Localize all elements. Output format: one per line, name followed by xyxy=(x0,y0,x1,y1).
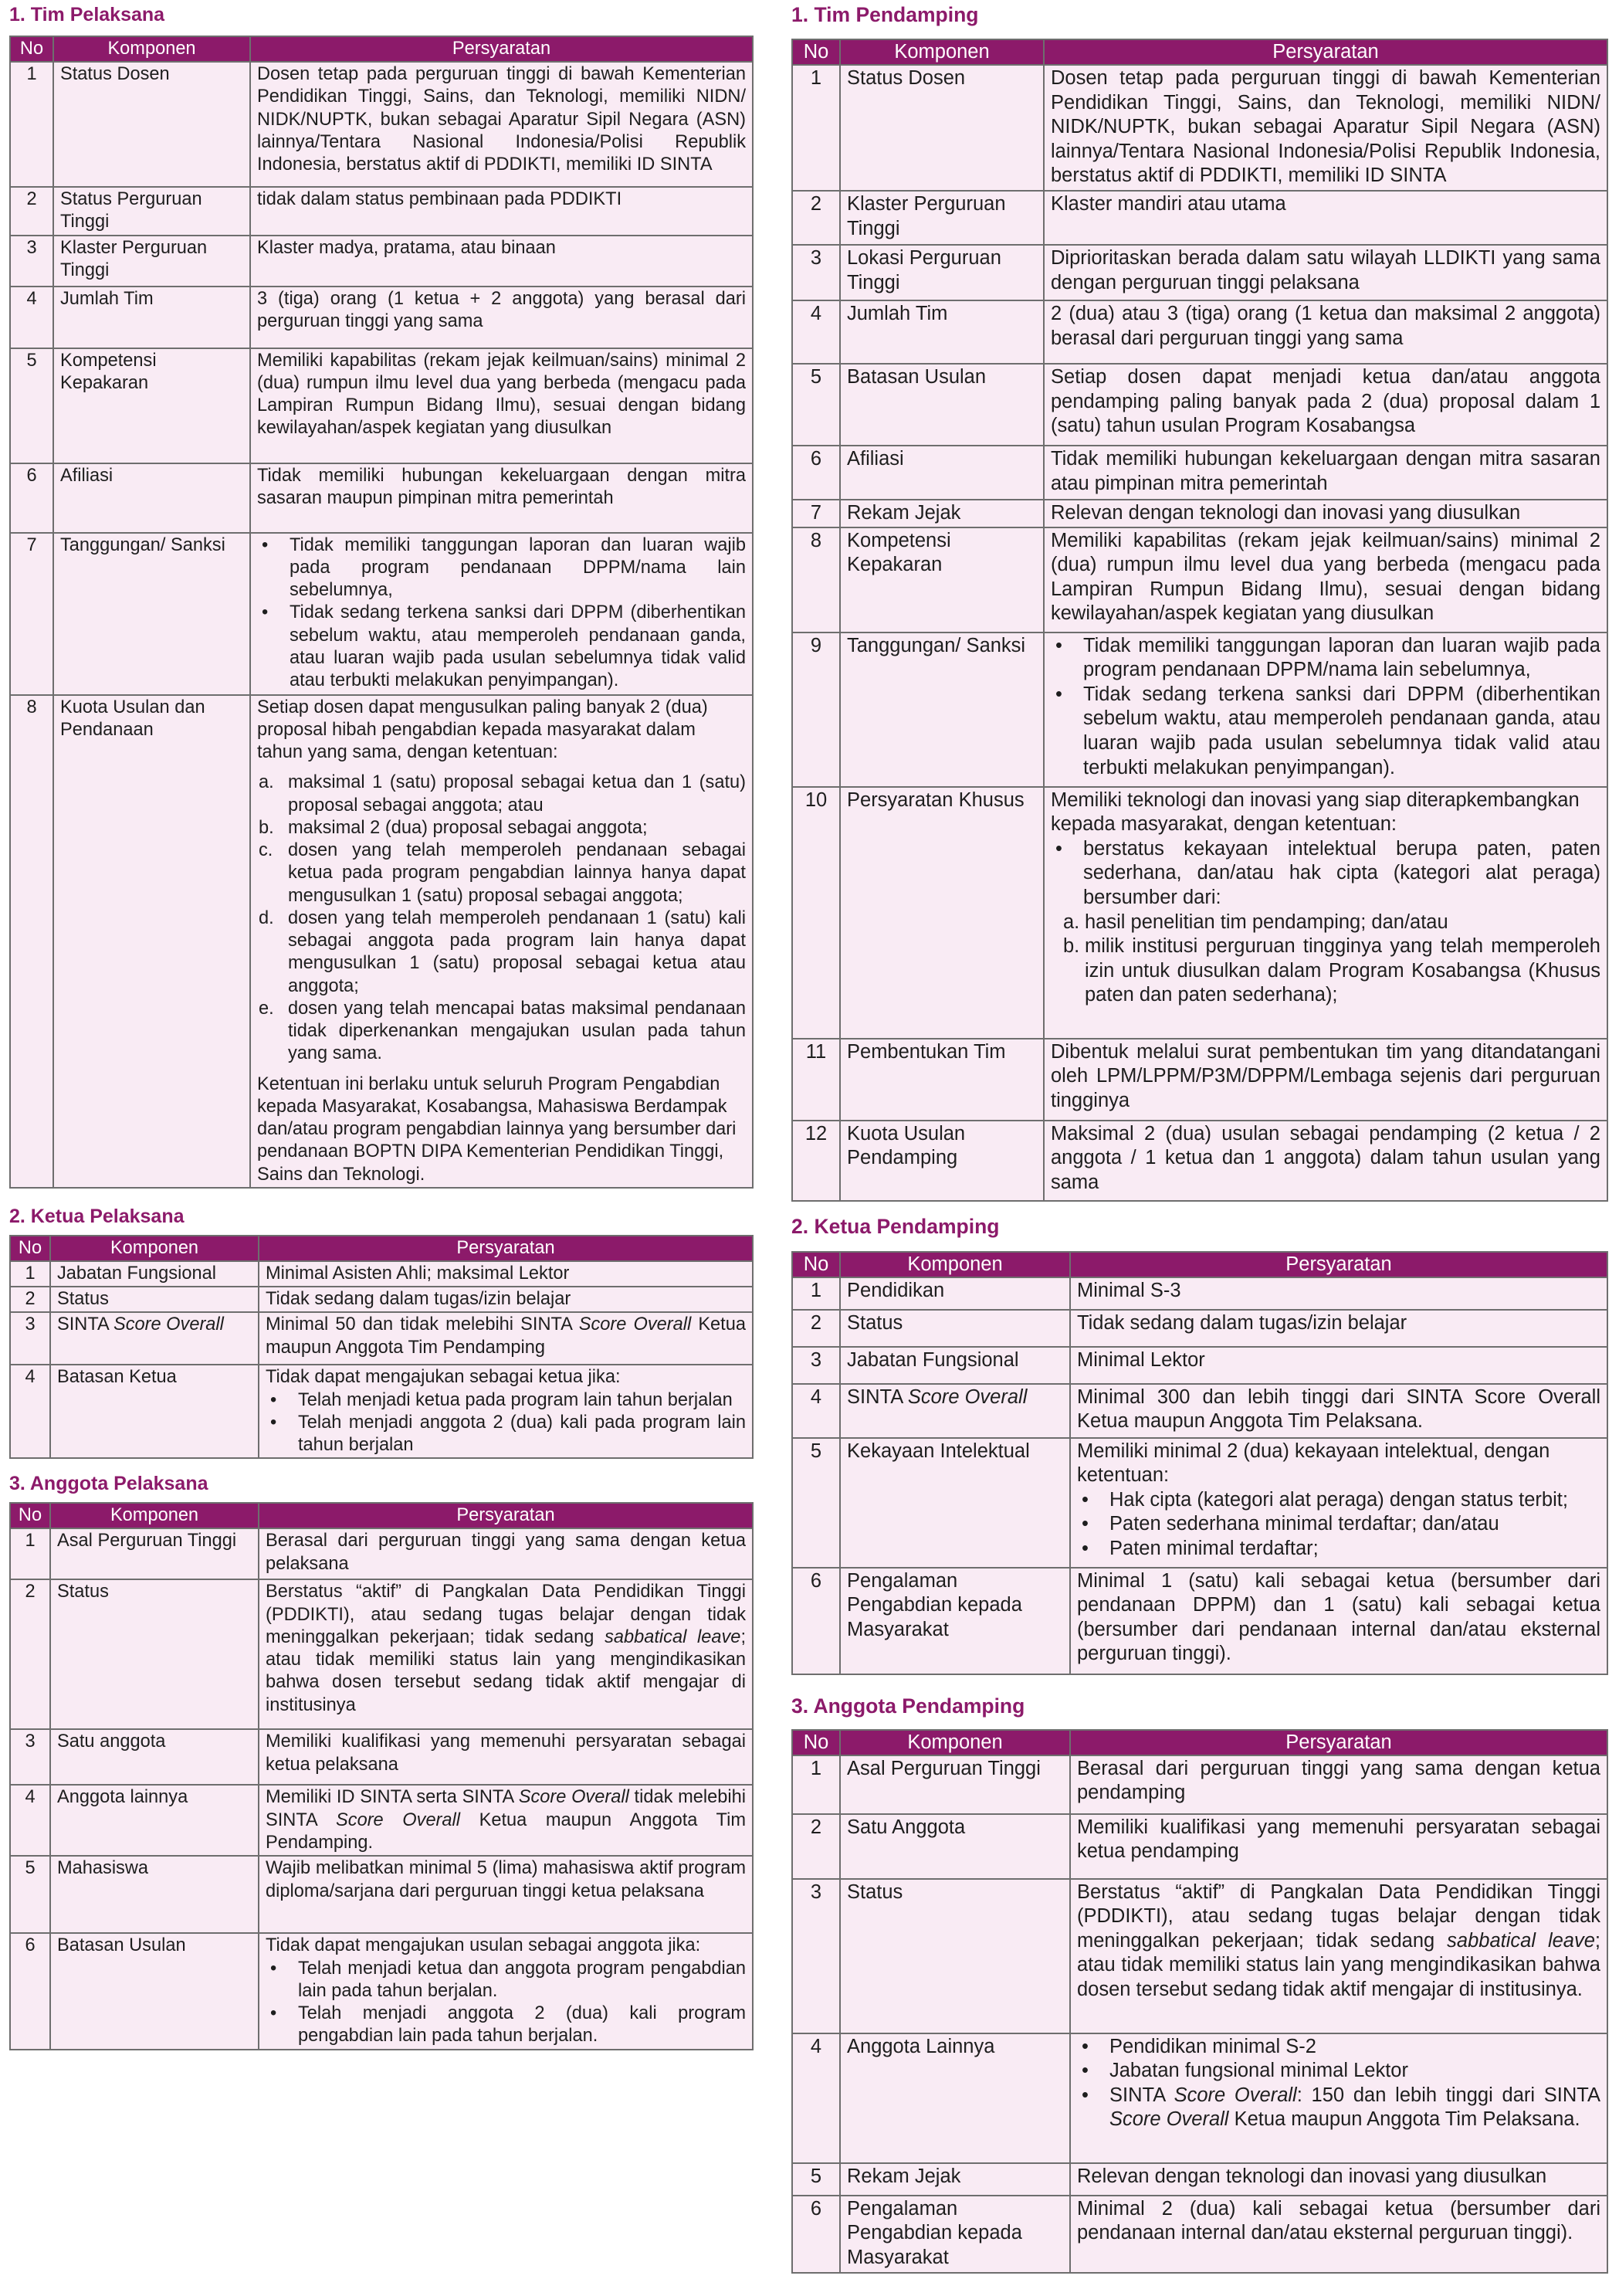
row-no: 2 xyxy=(792,191,840,245)
row-persyaratan: Minimal S-3 xyxy=(1070,1277,1607,1310)
table-row xyxy=(792,364,1607,446)
row-persyaratan: Berasal dari perguruan tinggi yang sama dengan ketua pelaksana xyxy=(259,1528,753,1579)
list-item: • Telah menjadi anggota 2 (dua) kali program pengabdian lain pada tahun berjalan. xyxy=(266,2003,746,2048)
list-item: • Tidak sedang terkena sanksi dari DPPM (diberhentikan sebelum waktu, atau memperoleh pendanaan ganda, atau luaran wajib pada usulan sebelumnya tidak valid atau terbukti melakukan penyimpangan). xyxy=(1051,683,1600,780)
list-item: • Jabatan fungsional minimal Lektor xyxy=(1077,2059,1600,2084)
row-no: 5 xyxy=(10,1856,50,1933)
row-persyaratan: Maksimal 2 (dua) usulan sebagai pendamping (2 ketua / 2 anggota / 1 ketua dan 1 anggota) dalam tahun usulan yang sama xyxy=(1044,1121,1607,1201)
row-komponen: Satu anggota xyxy=(50,1729,259,1785)
row-persyaratan: Klaster madya, pratama, atau binaan xyxy=(250,236,753,287)
row-persyaratan xyxy=(250,533,753,695)
row-persyaratan: Minimal 2 (dua) kali sebagai ketua (bersumber dari pendanaan internal dan/atau eksternal perguruan tinggi). xyxy=(1070,2196,1607,2273)
row-persyaratan: Berasal dari perguruan tinggi yang sama dengan ketua pendamping xyxy=(1070,1755,1607,1814)
row-persyaratan: Relevan dengan teknologi dan inovasi yang diusulkan xyxy=(1070,2163,1607,2196)
table-ketua-pelaksana xyxy=(9,1235,754,1460)
row-persyaratan: Tidak memiliki hubungan kekeluargaan dengan mitra sasaran atau pimpinan mitra pemerintah xyxy=(1044,446,1607,500)
list-item: d. dosen yang telah memperoleh pendanaan 1 (satu) kali sebagai anggota pada program lain hanya dapat mengusulkan 1 (satu) proposal sebagai ketua atau anggota; xyxy=(259,907,746,996)
row-komponen: Anggota lainnya xyxy=(50,1785,259,1856)
req-intro: Tidak dapat mengajukan sebagai ketua jika: xyxy=(266,1367,621,1388)
row-komponen: Batasan Usulan xyxy=(50,1933,259,2049)
row-no: 2 xyxy=(10,1287,50,1312)
section-title-anggota-pendamping: 3. Anggota Pendamping xyxy=(791,1694,1025,1718)
row-persyaratan: 3 (tiga) orang (1 ketua + 2 anggota) yang berasal dari perguruan tinggi yang sama xyxy=(250,287,753,348)
table-row xyxy=(792,1438,1607,1568)
table-row xyxy=(792,65,1607,191)
row-komponen: Klaster Perguruan Tinggi xyxy=(53,236,250,287)
row-no: 5 xyxy=(792,2163,840,2196)
table-tim-pendamping xyxy=(791,39,1608,1202)
list-item: • Tidak sedang terkena sanksi dari DPPM (diberhentikan sebelum waktu, atau memperoleh pendanaan ganda, atau luaran wajib pada usulan sebelumnya tidak valid atau terbukti melakukan penyimpangan). xyxy=(257,602,746,692)
table-ketua-pendamping xyxy=(791,1251,1608,1675)
row-no: 8 xyxy=(10,695,53,1188)
row-persyaratan: tidak dalam status pembinaan pada PDDIKTI xyxy=(250,187,753,236)
table-row xyxy=(792,1814,1607,1879)
row-no: 1 xyxy=(792,1277,840,1310)
row-no: 3 xyxy=(10,1312,50,1365)
row-komponen: Rekam Jejak xyxy=(840,2163,1070,2196)
list-item: a. maksimal 1 (satu) proposal sebagai ketua dan 1 (satu) proposal sebagai anggota; atau xyxy=(259,772,746,816)
req-outro: Ketentuan ini berlaku untuk seluruh Program Pengabdian kepada Masyarakat, Kosabangsa, Mahasiswa Berdampak dan/atau program pengabdian lainnya yang bersumber dari pendanaan BOPTN DIPA Kementerian Pendidikan Tinggi, Sains dan Teknologi. xyxy=(257,1073,737,1185)
list-item: • Paten sederhana minimal terdaftar; dan/atau xyxy=(1077,1512,1600,1537)
table-row xyxy=(10,463,753,533)
row-no: 7 xyxy=(792,500,840,527)
row-persyaratan: Tidak sedang dalam tugas/izin belajar xyxy=(259,1287,753,1312)
row-komponen: Tanggungan/ Sanksi xyxy=(53,533,250,695)
row-persyaratan: Minimal 300 dan lebih tinggi dari SINTA Score Overall Ketua maupun Anggota Tim Pelaksana. xyxy=(1070,1384,1607,1438)
req-intro: Tidak dapat mengajukan usulan sebagai anggota jika: xyxy=(266,1935,701,1956)
table-row xyxy=(792,2196,1607,2273)
row-komponen: Mahasiswa xyxy=(50,1856,259,1933)
row-persyaratan: Dibentuk melalui surat pembentukan tim yang ditandatangani oleh LPM/LPPM/P3M/DPPM/Lembaga sejenis dari perguruan tingginya xyxy=(1044,1039,1607,1121)
header-persyaratan: Persyaratan xyxy=(259,1236,753,1261)
row-no: 6 xyxy=(10,463,53,533)
row-komponen: Anggota Lainnya xyxy=(840,2033,1070,2163)
row-persyaratan: 2 (dua) atau 3 (tiga) orang (1 ketua dan maksimal 2 anggota) berasal dari perguruan tinggi yang sama xyxy=(1044,300,1607,364)
row-no: 4 xyxy=(10,1785,50,1856)
row-no: 7 xyxy=(10,533,53,695)
row-komponen: Kuota Usulan dan Pendanaan xyxy=(53,695,250,1188)
row-no: 1 xyxy=(10,1261,50,1287)
row-persyaratan: Memiliki ID SINTA serta SINTA Score Overall tidak melebihi SINTA Score Overall Ketua maupun Anggota Tim Pendamping. xyxy=(259,1785,753,1856)
list-item: • berstatus kekayaan intelektual berupa paten, paten sederhana, dan/atau hak cipta (kategori alat peraga) bersumber dari: xyxy=(1051,837,1600,911)
list-item: e. dosen yang telah mencapai batas maksimal pendanaan tidak diperkenankan mengajukan usulan pada tahun yang sama. xyxy=(259,998,746,1064)
row-no: 1 xyxy=(792,65,840,191)
row-no: 4 xyxy=(10,1365,50,1458)
row-persyaratan xyxy=(1044,787,1607,1039)
header-persyaratan: Persyaratan xyxy=(259,1503,753,1528)
row-persyaratan: Setiap dosen dapat menjadi ketua dan/atau anggota pendamping paling banyak pada 2 (dua) proposal dalam 1 (satu) tahun usulan Program Kosabangsa xyxy=(1044,364,1607,446)
table-row xyxy=(10,348,753,463)
row-komponen: Pendidikan xyxy=(840,1277,1070,1310)
row-persyaratan: Memiliki kualifikasi yang memenuhi persyaratan sebagai ketua pelaksana xyxy=(259,1729,753,1785)
row-persyaratan: Minimal 1 (satu) kali sebagai ketua (bersumber dari pendanaan DPPM) dan 1 (satu) kali sebagai ketua (bersumber dari pendanaan internal dan/atau eksternal perguruan tinggi). xyxy=(1070,1568,1607,1674)
table-header xyxy=(792,1252,1607,1277)
list-item: • Pendidikan minimal S-2 xyxy=(1077,2035,1600,2060)
row-no: 2 xyxy=(10,1579,50,1729)
header-no: No xyxy=(10,1503,50,1528)
table-row xyxy=(10,1528,753,1579)
row-persyaratan: Relevan dengan teknologi dan inovasi yang diusulkan xyxy=(1044,500,1607,527)
row-persyaratan: Dosen tetap pada perguruan tinggi di bawah Kementerian Pendidikan Tinggi, Sains, dan Teknologi, memiliki NIDN/ NIDK/NUPTK, bukan sebagai Aparatur Sipil Negara (ASN) lainnya/Tentara Nasional Indonesia/Polisi Republik Indonesia, berstatus aktif di PDDIKTI, memiliki ID SINTA xyxy=(1044,65,1607,191)
table-row xyxy=(792,527,1607,633)
row-persyaratan: Wajib melibatkan minimal 5 (lima) mahasiswa aktif program diploma/sarjana dari perguruan tinggi ketua pelaksana xyxy=(259,1856,753,1933)
row-komponen: Pembentukan Tim xyxy=(840,1039,1044,1121)
table-row xyxy=(10,533,753,695)
row-komponen: SINTA Score Overall xyxy=(840,1384,1070,1438)
table-row xyxy=(10,1261,753,1287)
row-no: 5 xyxy=(10,348,53,463)
table-row xyxy=(792,1039,1607,1121)
row-persyaratan: Tidak memiliki hubungan kekeluargaan dengan mitra sasaran maupun pimpinan mitra pemerintah xyxy=(250,463,753,533)
header-komponen: Komponen xyxy=(840,1730,1070,1755)
list-item: b. maksimal 2 (dua) proposal sebagai anggota; xyxy=(259,817,648,838)
table-row xyxy=(10,1312,753,1365)
header-no: No xyxy=(10,36,53,62)
row-no: 4 xyxy=(10,287,53,348)
row-komponen: Satu Anggota xyxy=(840,1814,1070,1879)
list-item: • Telah menjadi ketua pada program lain tahun berjalan xyxy=(266,1389,746,1412)
row-persyaratan: Berstatus “aktif” di Pangkalan Data Pendidikan Tinggi (PDDIKTI), atau sedang tugas belajar dengan tidak meninggalkan pekerjaan; tidak sedang sabbatical leave; atau tidak memiliki status lain yang mengindikasikan bahwa dosen tersebut sedang tidak aktif mengajar di institusinya. xyxy=(1070,1879,1607,2033)
table-row xyxy=(10,187,753,236)
row-komponen: Tanggungan/ Sanksi xyxy=(840,633,1044,787)
table-row xyxy=(792,446,1607,500)
left-column xyxy=(9,0,754,2050)
table-row xyxy=(10,695,753,1188)
row-komponen: Status Perguruan Tinggi xyxy=(53,187,250,236)
header-no: No xyxy=(792,1730,840,1755)
table-header xyxy=(792,1730,1607,1755)
row-no: 10 xyxy=(792,787,840,1039)
header-komponen: Komponen xyxy=(50,1236,259,1261)
table-row xyxy=(792,191,1607,245)
row-komponen: Status xyxy=(50,1579,259,1729)
table-row xyxy=(10,1729,753,1785)
row-persyaratan: Berstatus “aktif” di Pangkalan Data Pendidikan Tinggi (PDDIKTI), atau sedang tugas belajar dengan tidak meninggalkan pekerjaan; tidak sedang sabbatical leave; atau tidak memiliki status lain yang mengindikasikan bahwa dosen tersebut sedang tidak aktif mengajar di institusinya xyxy=(259,1579,753,1729)
row-komponen: Jabatan Fungsional xyxy=(840,1347,1070,1384)
row-persyaratan: Memiliki kapabilitas (rekam jejak keilmuan/sains) minimal 2 (dua) rumpun ilmu level dua yang berbeda (mengacu pada Lampiran Rumpun Bidang Ilmu), sesuai dengan bidang kewilayahan/aspek kegiatan yang diusulkan xyxy=(1044,527,1607,633)
row-no: 5 xyxy=(792,1438,840,1568)
row-persyaratan: Dosen tetap pada perguruan tinggi di bawah Kementerian Pendidikan Tinggi, Sains, dan Teknologi, memiliki NIDN/ NIDK/NUPTK, bukan sebagai Aparatur Sipil Negara (ASN) lainnya/Tentara Nasional Indonesia/Polisi Republik Indonesia, berstatus aktif di PDDIKTI, memiliki ID SINTA xyxy=(250,62,753,187)
header-no: No xyxy=(10,1236,50,1261)
table-row xyxy=(10,1287,753,1312)
table-row xyxy=(10,1579,753,1729)
section-title-anggota-pelaksana: 3. Anggota Pelaksana xyxy=(9,1473,208,1495)
row-persyaratan: Diprioritaskan berada dalam satu wilayah LLDIKTI yang sama dengan perguruan tinggi pelaksana xyxy=(1044,245,1607,300)
row-persyaratan xyxy=(1044,633,1607,787)
header-komponen: Komponen xyxy=(53,36,250,62)
list-item: • Paten minimal terdaftar; xyxy=(1077,1537,1600,1562)
row-no: 2 xyxy=(792,1814,840,1879)
row-no: 3 xyxy=(10,236,53,287)
row-no: 6 xyxy=(792,446,840,500)
row-no: 3 xyxy=(792,1879,840,2033)
row-komponen: Kekayaan Intelektual xyxy=(840,1438,1070,1568)
row-komponen: Status Dosen xyxy=(53,62,250,187)
table-row xyxy=(792,1277,1607,1310)
table-row xyxy=(792,245,1607,300)
table-row xyxy=(792,633,1607,787)
row-persyaratan xyxy=(259,1365,753,1458)
row-komponen: Afiliasi xyxy=(53,463,250,533)
row-persyaratan: Memiliki kapabilitas (rekam jejak keilmuan/sains) minimal 2 (dua) rumpun ilmu level dua yang berbeda (mengacu pada Lampiran Rumpun Bidang Ilmu), sesuai dengan bidang kewilayahan/aspek kegiatan yang diusulkan xyxy=(250,348,753,463)
row-komponen: Asal Perguruan Tinggi xyxy=(840,1755,1070,1814)
row-no: 1 xyxy=(792,1755,840,1814)
row-komponen: Kuota Usulan Pendamping xyxy=(840,1121,1044,1201)
table-row xyxy=(792,787,1607,1039)
table-row xyxy=(10,1785,753,1856)
row-no: 4 xyxy=(792,2033,840,2163)
row-persyaratan: Memiliki kualifikasi yang memenuhi persyaratan sebagai ketua pendamping xyxy=(1070,1814,1607,1879)
table-row xyxy=(792,300,1607,364)
header-persyaratan: Persyaratan xyxy=(1044,39,1607,65)
list-item: • Tidak memiliki tanggungan laporan dan luaran wajib pada program pendanaan DPPM/nama lain sebelumnya, xyxy=(1051,634,1600,683)
row-komponen: Kompetensi Kepakaran xyxy=(53,348,250,463)
row-komponen: Lokasi Perguruan Tinggi xyxy=(840,245,1044,300)
row-no: 3 xyxy=(10,1729,50,1785)
row-no: 9 xyxy=(792,633,840,787)
row-komponen: Jumlah Tim xyxy=(53,287,250,348)
list-item: • Telah menjadi ketua dan anggota program pengabdian lain pada tahun berjalan. xyxy=(266,1958,746,2003)
table-row xyxy=(792,1310,1607,1347)
header-komponen: Komponen xyxy=(840,39,1044,65)
header-no: No xyxy=(792,1252,840,1277)
table-row xyxy=(792,1879,1607,2033)
table-row xyxy=(792,2163,1607,2196)
header-persyaratan: Persyaratan xyxy=(1070,1252,1607,1277)
table-row xyxy=(792,1384,1607,1438)
row-persyaratan xyxy=(1070,2033,1607,2163)
row-no: 4 xyxy=(792,300,840,364)
table-header xyxy=(10,1236,753,1261)
row-komponen: Status xyxy=(840,1310,1070,1347)
row-no: 2 xyxy=(10,187,53,236)
row-komponen: Rekam Jejak xyxy=(840,500,1044,527)
table-header xyxy=(10,1503,753,1528)
row-komponen: Persyaratan Khusus xyxy=(840,787,1044,1039)
row-no: 1 xyxy=(10,62,53,187)
row-komponen: Kompetensi Kepakaran xyxy=(840,527,1044,633)
header-no: No xyxy=(792,39,840,65)
row-komponen: Jabatan Fungsional xyxy=(50,1261,259,1287)
row-no: 12 xyxy=(792,1121,840,1201)
row-komponen: Klaster Perguruan Tinggi xyxy=(840,191,1044,245)
table-row xyxy=(10,1856,753,1933)
row-no: 6 xyxy=(792,1568,840,1674)
right-column xyxy=(791,0,1608,2274)
row-komponen: Asal Perguruan Tinggi xyxy=(50,1528,259,1579)
row-komponen: Status Dosen xyxy=(840,65,1044,191)
header-komponen: Komponen xyxy=(840,1252,1070,1277)
row-persyaratan xyxy=(1070,1438,1607,1568)
section-title-tim-pendamping: 1. Tim Pendamping xyxy=(791,3,979,26)
row-no: 1 xyxy=(10,1528,50,1579)
header-komponen: Komponen xyxy=(50,1503,259,1528)
section-title-tim-pelaksana: 1. Tim Pelaksana xyxy=(9,4,165,25)
row-persyaratan xyxy=(250,695,753,1188)
row-no: 2 xyxy=(792,1310,840,1347)
table-tim-pelaksana xyxy=(9,36,754,1189)
row-komponen: Pengalaman Pengabdian kepada Masyarakat xyxy=(840,1568,1070,1674)
header-persyaratan: Persyaratan xyxy=(250,36,753,62)
req-intro: Memiliki teknologi dan inovasi yang siap diterapkembangkan kepada masyarakat, dengan ketentuan: xyxy=(1051,789,1580,836)
table-row xyxy=(792,1568,1607,1674)
row-no: 8 xyxy=(792,527,840,633)
table-row xyxy=(10,1365,753,1458)
row-komponen: Batasan Usulan xyxy=(840,364,1044,446)
table-row xyxy=(792,2033,1607,2163)
table-row xyxy=(792,1755,1607,1814)
row-persyaratan xyxy=(259,1933,753,2049)
row-komponen: SINTA Score Overall xyxy=(50,1312,259,1365)
req-intro: Memiliki minimal 2 (dua) kekayaan intelektual, dengan ketentuan: xyxy=(1077,1440,1550,1487)
row-no: 6 xyxy=(10,1933,50,2049)
table-row xyxy=(792,500,1607,527)
list-item: b. milik institusi perguruan tingginya yang telah memperoleh izin untuk diusulkan dalam Program Kosabangsa (Khusus paten dan paten sederhana); xyxy=(1063,935,1600,1006)
row-komponen: Status xyxy=(840,1879,1070,2033)
row-no: 6 xyxy=(792,2196,840,2273)
table-row xyxy=(792,1347,1607,1384)
row-persyaratan: Klaster mandiri atau utama xyxy=(1044,191,1607,245)
row-komponen: Status xyxy=(50,1287,259,1312)
row-komponen: Pengalaman Pengabdian kepada Masyarakat xyxy=(840,2196,1070,2273)
table-anggota-pelaksana xyxy=(9,1502,754,2050)
table-anggota-pendamping xyxy=(791,1729,1608,2274)
req-intro: Setiap dosen dapat mengusulkan paling banyak 2 (dua) proposal hibah pengabdian kepada masyarakat dalam tahun yang sama, dengan ketentuan: xyxy=(257,697,708,762)
section-title-ketua-pendamping: 2. Ketua Pendamping xyxy=(791,1214,1000,1238)
row-no: 3 xyxy=(792,245,840,300)
header-persyaratan: Persyaratan xyxy=(1070,1730,1607,1755)
table-row xyxy=(10,1933,753,2049)
row-no: 4 xyxy=(792,1384,840,1438)
row-persyaratan: Minimal 50 dan tidak melebihi SINTA Score Overall Ketua maupun Anggota Tim Pendamping xyxy=(259,1312,753,1365)
table-header xyxy=(10,36,753,62)
row-komponen: Jumlah Tim xyxy=(840,300,1044,364)
row-persyaratan: Tidak sedang dalam tugas/izin belajar xyxy=(1070,1310,1607,1347)
list-item: • SINTA Score Overall: 150 dan lebih tinggi dari SINTA Score Overall Ketua maupun Anggota Tim Pelaksana. xyxy=(1077,2084,1600,2132)
row-persyaratan: Minimal Asisten Ahli; maksimal Lektor xyxy=(259,1261,753,1287)
row-persyaratan: Minimal Lektor xyxy=(1070,1347,1607,1384)
table-row xyxy=(792,1121,1607,1201)
table-row xyxy=(10,236,753,287)
list-item: • Telah menjadi anggota 2 (dua) kali pada program lain tahun berjalan xyxy=(266,1412,746,1457)
table-header xyxy=(792,39,1607,65)
row-no: 11 xyxy=(792,1039,840,1121)
row-no: 3 xyxy=(792,1347,840,1384)
list-item: a. hasil penelitian tim pendamping; dan/atau xyxy=(1063,911,1448,933)
row-komponen: Afiliasi xyxy=(840,446,1044,500)
list-item: • Hak cipta (kategori alat peraga) dengan status terbit; xyxy=(1077,1488,1600,1513)
list-item: • Tidak memiliki tanggungan laporan dan luaran wajib pada program pendanaan DPPM/nama lain sebelumnya, xyxy=(257,534,746,602)
list-item: c. dosen yang telah memperoleh pendanaan sebagai ketua pada program pengabdian lainnya hanya dapat mengusulkan 1 (satu) proposal sebagai anggota; xyxy=(259,840,746,906)
table-row xyxy=(10,62,753,187)
row-komponen: Batasan Ketua xyxy=(50,1365,259,1458)
row-no: 5 xyxy=(792,364,840,446)
table-row xyxy=(10,287,753,348)
section-title-ketua-pelaksana: 2. Ketua Pelaksana xyxy=(9,1205,185,1227)
